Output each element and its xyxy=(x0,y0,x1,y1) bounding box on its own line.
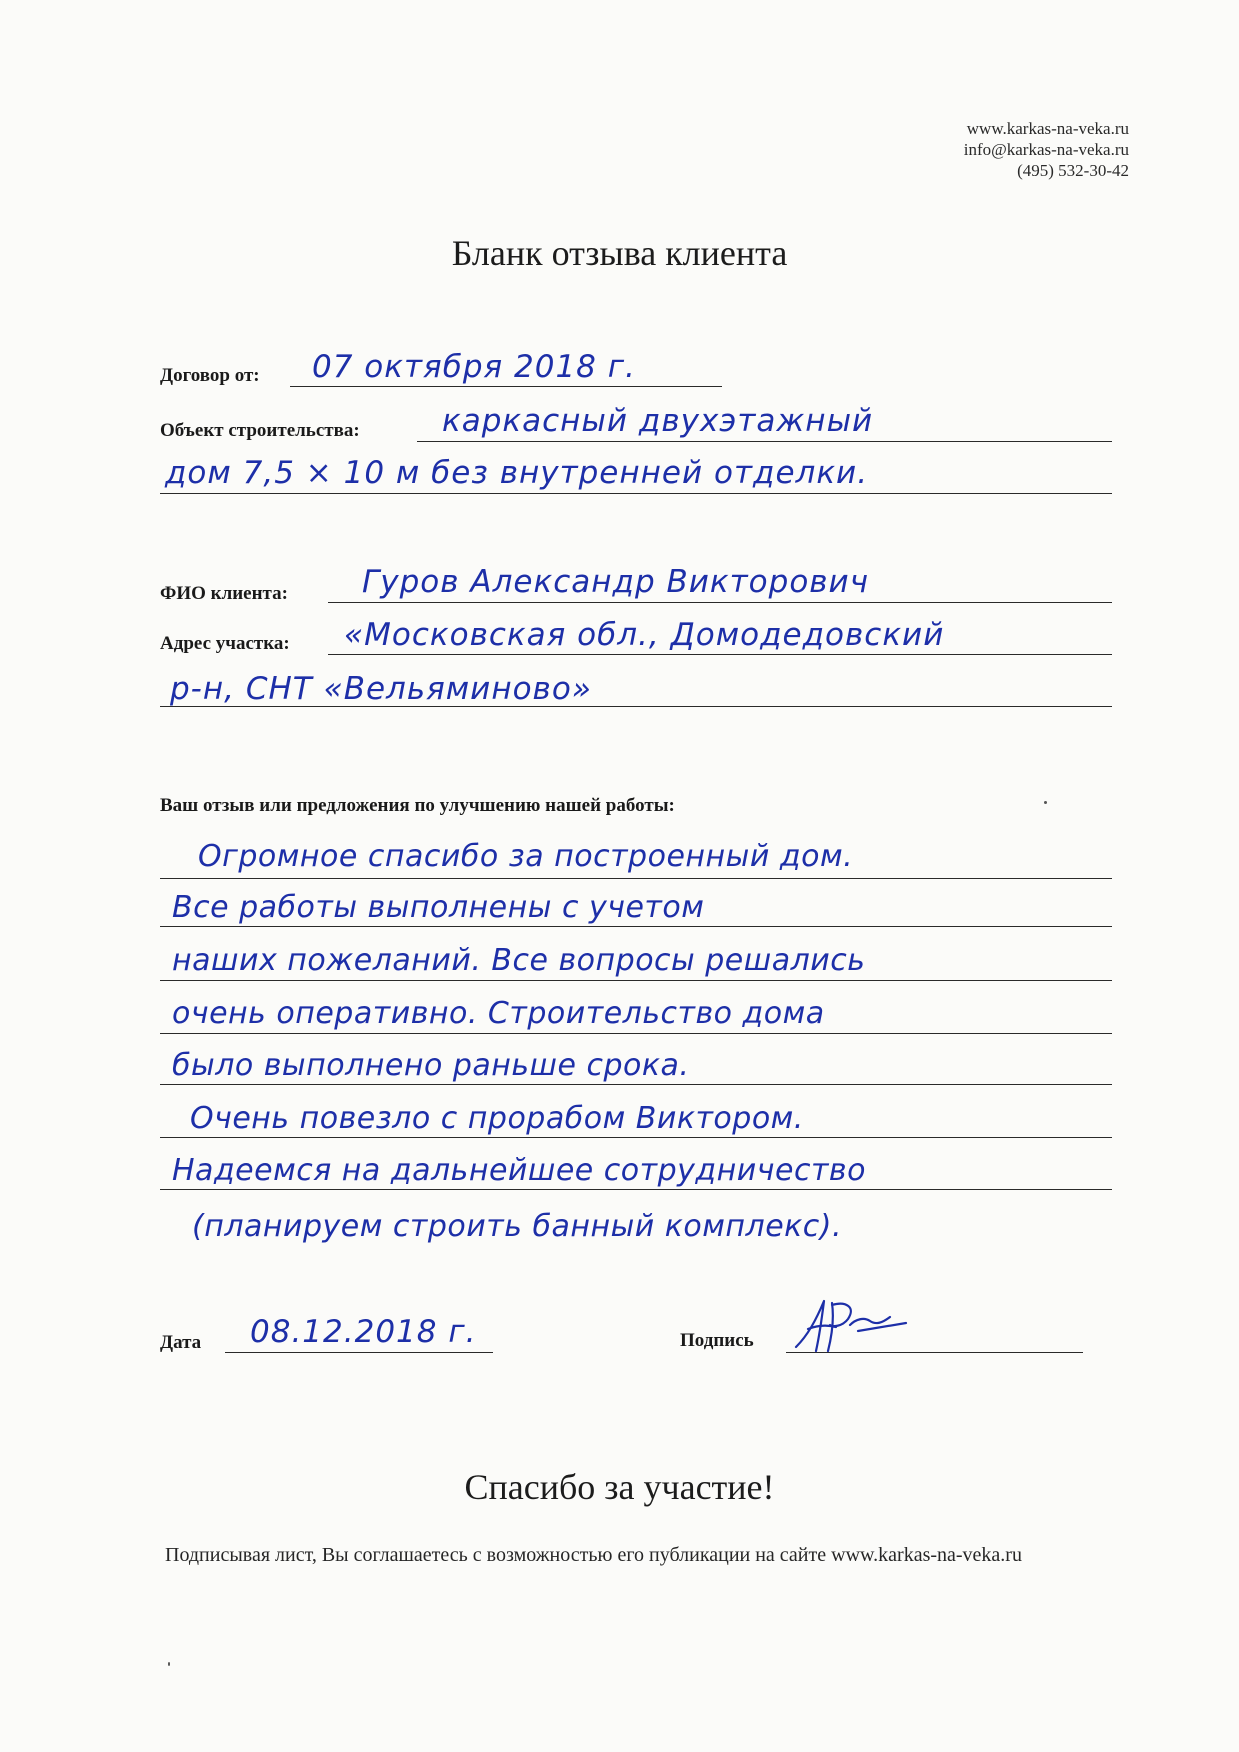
address-value-line-1[interactable]: «Московская обл., Домодедовский xyxy=(344,617,945,653)
scan-speck xyxy=(168,1662,170,1666)
consent-text: Подписывая лист, Вы соглашаетесь с возможностью его публикации на сайте www.karkas-na-veka.ru xyxy=(165,1544,1022,1566)
page-title: Бланк отзыва клиента xyxy=(451,233,788,273)
website-link[interactable]: www.karkas-na-veka.ru xyxy=(966,119,1129,138)
review-line-7 xyxy=(160,1189,1112,1190)
review-line-6 xyxy=(160,1137,1112,1138)
phone-number: (495) 532-30-42 xyxy=(1017,161,1129,180)
object-line-1 xyxy=(417,441,1112,442)
address-value-line-2[interactable]: р-н, СНТ «Вельяминово» xyxy=(170,671,592,707)
client-label: ФИО клиента: xyxy=(160,583,288,604)
object-value-line-2[interactable]: дом 7,5 × 10 м без внутренней отделки. xyxy=(165,455,869,491)
object-value-line-1[interactable]: каркасный двухэтажный xyxy=(442,403,874,439)
contract-value[interactable]: 07 октября 2018 г. xyxy=(312,349,636,385)
review-line-1 xyxy=(160,878,1112,879)
address-line-1 xyxy=(328,654,1112,655)
review-label: Ваш отзыв или предложения по улучшению нашей работы: xyxy=(160,795,675,816)
review-text-line-8[interactable]: (планируем строить банный комплекс). xyxy=(192,1209,843,1244)
contacts-block xyxy=(964,118,1129,181)
review-text-line-1[interactable]: Огромное спасибо за построенный дом. xyxy=(198,839,854,874)
client-line xyxy=(328,602,1112,603)
review-text-line-6[interactable]: Очень повезло с прорабом Виктором. xyxy=(190,1101,804,1136)
signature-label: Подпись xyxy=(680,1330,754,1351)
signature-mark[interactable] xyxy=(786,1295,916,1355)
review-text-line-4[interactable]: очень оперативно. Строительство дома xyxy=(172,996,825,1031)
review-line-3 xyxy=(160,980,1112,981)
review-line-5 xyxy=(160,1084,1112,1085)
review-line-2 xyxy=(160,926,1112,927)
review-text-line-7[interactable]: Надеемся на дальнейшее сотрудничество xyxy=(172,1153,866,1188)
review-line-4 xyxy=(160,1033,1112,1034)
thanks-heading: Спасибо за участие! xyxy=(464,1467,775,1507)
review-text-line-3[interactable]: наших пожеланий. Все вопросы решались xyxy=(172,943,866,978)
contract-label: Договор от: xyxy=(160,365,260,386)
date-value[interactable]: 08.12.2018 г. xyxy=(250,1314,477,1350)
address-label: Адрес участка: xyxy=(160,633,290,654)
contract-line xyxy=(290,386,722,387)
object-label: Объект строительства: xyxy=(160,420,360,441)
email-link[interactable]: info@karkas-na-veka.ru xyxy=(963,140,1129,159)
object-line-2 xyxy=(160,493,1112,494)
client-value[interactable]: Гуров Александр Викторович xyxy=(362,564,870,600)
review-text-line-2[interactable]: Все работы выполнены с учетом xyxy=(172,890,705,925)
date-line xyxy=(225,1352,493,1353)
date-label: Дата xyxy=(160,1332,202,1353)
review-text-line-5[interactable]: было выполнено раньше срока. xyxy=(172,1048,690,1083)
scan-speck xyxy=(1044,801,1047,804)
